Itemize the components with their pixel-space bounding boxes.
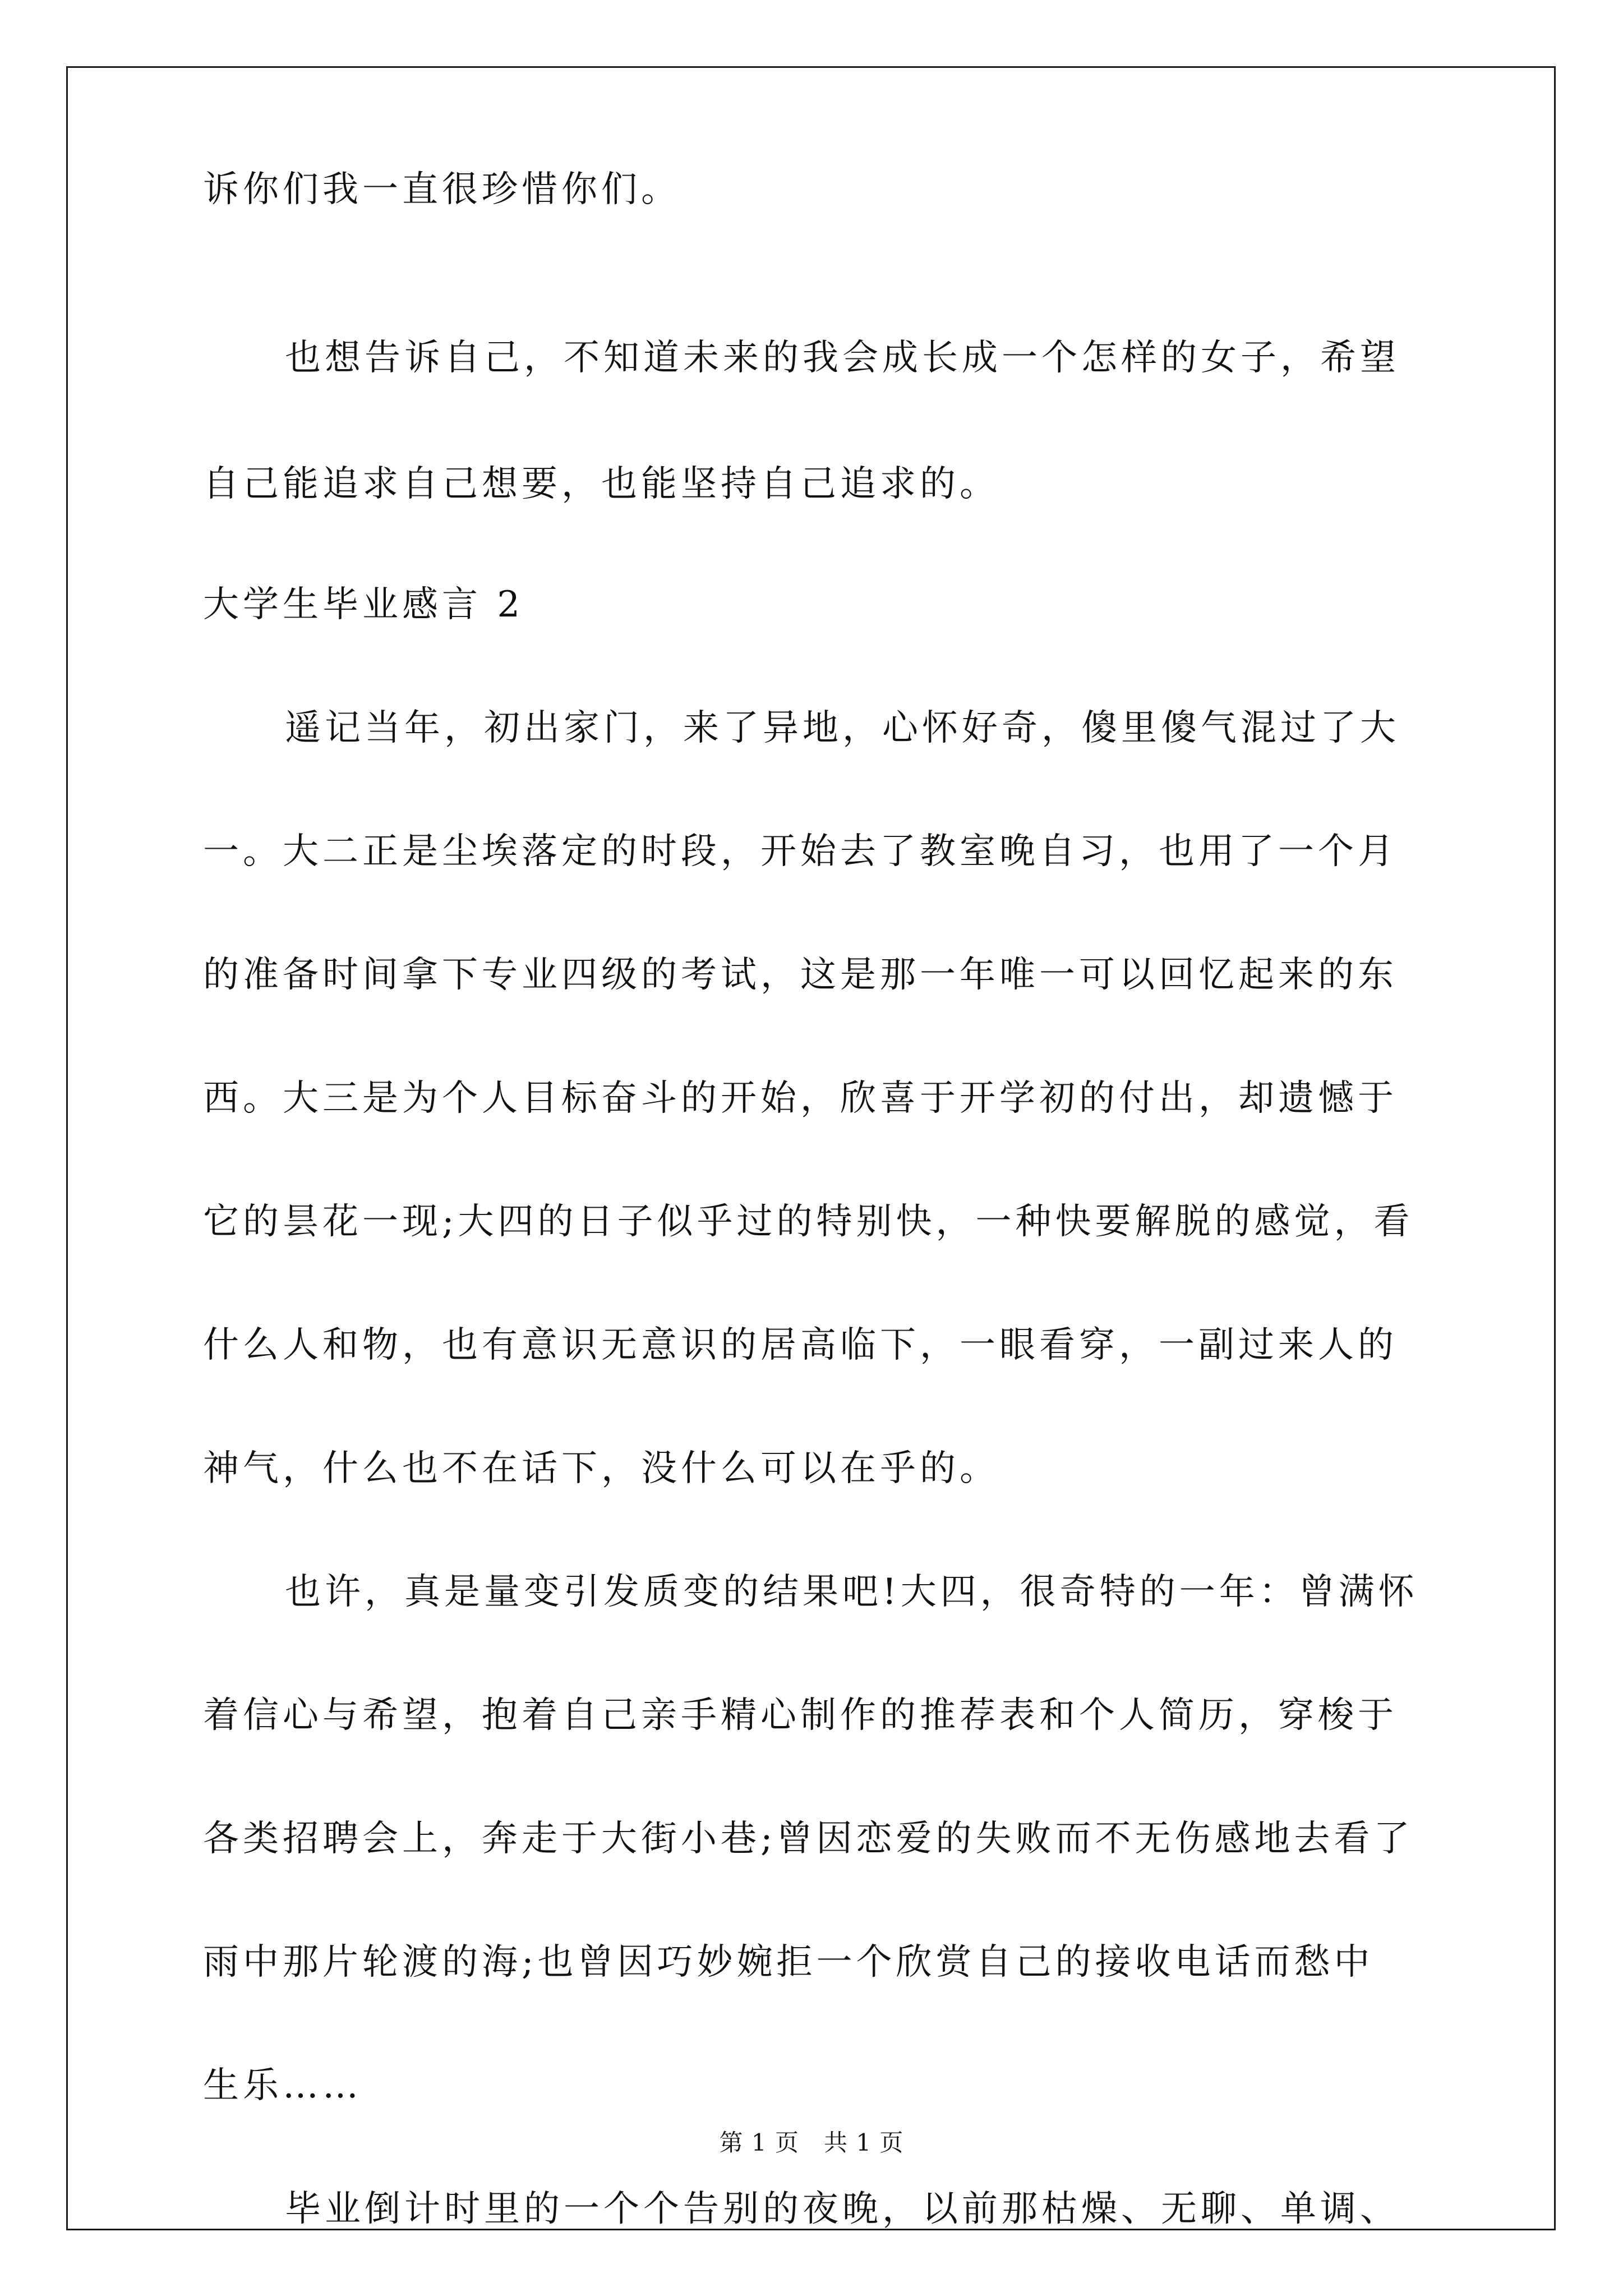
text-line-5: 遥记当年，初出家门，来了异地，心怀好奇，傻里傻气混过了大 <box>285 707 1400 749</box>
text-line-14: 各类招聘会上，奔走于大街小巷;曾因恋爱的失败而不无伤感地去看了 <box>203 1818 1414 1860</box>
text-line-16: 生乐…… <box>203 2065 362 2106</box>
text-line-11: 神气，什么也不在话下，没什么可以在乎的。 <box>203 1448 999 1489</box>
text-line-10: 什么人和物，也有意识无意识的居高临下，一眼看穿，一副过来人的 <box>203 1324 1398 1366</box>
page-number-current: 第 1 页 <box>719 2129 799 2156</box>
text-line-3: 自己能追求自己想要，也能坚持自己追求的。 <box>203 463 999 505</box>
text-line-8: 西。大三是为个人目标奋斗的开始，欣喜于开学初的付出，却遗憾于 <box>203 1078 1398 1119</box>
text-line-1: 诉你们我一直很珍惜你们。 <box>203 169 681 210</box>
text-line-2: 也想告诉自己，不知道未来的我会成长成一个怎样的女子，希望 <box>285 337 1400 379</box>
text-line-12: 也许，真是量变引发质变的结果吧!大四，很奇特的一年：曾满怀 <box>285 1571 1418 1613</box>
page-footer <box>0 2126 1623 2160</box>
text-line-7: 的准备时间拿下专业四级的考试，这是那一年唯一可以回忆起来的东 <box>203 954 1398 996</box>
text-line-17: 毕业倒计时里的一个个告别的夜晚，以前那枯燥、无聊、单调、 <box>285 2188 1400 2230</box>
section-heading: 大学生毕业感言 2 <box>203 584 524 625</box>
page-border <box>66 66 1556 2230</box>
text-line-9: 它的昙花一现;大四的日子似乎过的特别快，一种快要解脱的感觉，看 <box>203 1201 1414 1243</box>
text-line-15: 雨中那片轮渡的海;也曾因巧妙婉拒一个欣赏自己的接收电话而愁中 <box>203 1941 1374 1983</box>
text-line-6: 一。大二正是尘埃落定的时段，开始去了教室晚自习，也用了一个月 <box>203 831 1398 872</box>
text-line-13: 着信心与希望，抱着自己亲手精心制作的推荐表和个人简历，穿梭于 <box>203 1695 1398 1736</box>
page-number-total: 共 1 页 <box>824 2129 904 2156</box>
